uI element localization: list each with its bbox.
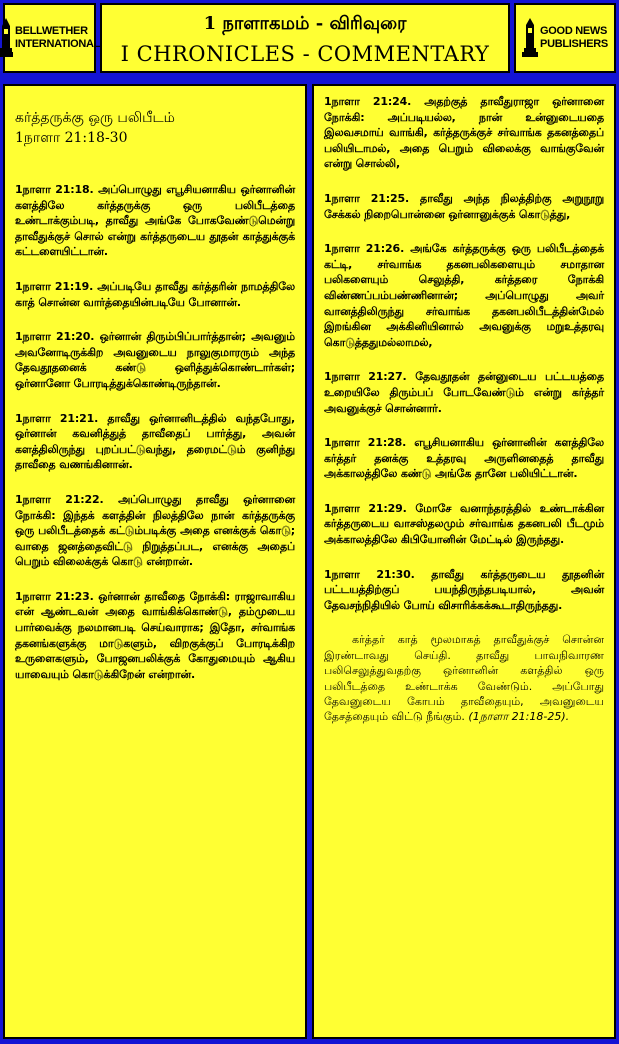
verse-21-24: 1நாளா 21:24. அதற்குத் தாவீதுராஜா ஒர்னானை நோக்கி: அப்படியல்ல, நான் உன்னுடையதை இலவசமாய் வாங்கி, கர்த்தருக்குச் சர்வாங்க தகனத்தைப் பலியிடாமல், அதை பெறும் விலைக்கு வாங்குவேன் என்று சொல்லி, [324,95,604,171]
logo-left-line1: BELLWETHER [14,25,88,37]
section-heading-reference: 1நாளா 21:18-30 [15,130,128,146]
commentary-note-reference: (1நாளா 21:18-25). [468,710,570,724]
verse-21-29: 1நாளா 21:29. மோசே வனாந்தரத்தில் உண்டாக்கின கர்த்தருடைய வாசஸ்தலமும் சர்வாங்க தகனபலி பீடமும் அக்காலத்திலே கிபியோனின் மேட்டில் இருந்தது. [324,501,604,547]
right-column [312,84,616,1039]
verse-21-30: 1நாளா 21:30. தாவீது கர்த்தருடைய தூதனின் பட்டயத்திற்குப் பயந்திருந்தபடியால், அவன் தேவசந்நிதியில் போய் விசாரிக்கக்கூடாதிருந்தது. [324,567,604,612]
verse-21-28: 1நாளா 21:28. எபூசியனாகிய ஒர்னானின் களத்திலே கர்த்தர் தனக்கு உத்தரவு அருளினதைத் தாவீது அக்காலத்திலே கண்டு அங்கே தானே பலியிட்டான். [324,436,604,481]
logo-right-line2: PUBLISHERS [540,38,608,50]
verse-21-18: 1நாளா 21:18. அப்பொழுது எபூசியனாகிய ஒர்னானின் களத்திலே கர்த்தருக்கு ஒரு பலிபீடத்தை உண்டாக்கும்படி, தாவீது அங்கே போகவேண்டுமென்று தாவீதுக்குச் சொல் என்று கர்த்தருடைய தூதன் காத்துக்குக் கட்டளையிட்டான். [15,183,295,259]
bell-tower-icon [0,18,13,58]
verse-21-23: 1நாளா 21:23. ஒர்னான் தாவீதை நோக்கி: ராஜாவாகிய என் ஆண்டவன் அதை வாங்கிக்கொண்டு, தம்முடைய பார்வைக்கு நலமானபடி செய்வாராக; இதோ, சர்வாங்க தகனங்களுக்கு மாடுகளும், விறகுக்குப் போரடிக்கிற உருளைகளும், போஜனபலிக்குக் கோதுமையும் ஆகிய யாவையும் கொடுக்கிறேன் என்றான். [15,589,295,681]
bell-tower-icon [522,18,538,58]
bellwether-logo [3,3,101,73]
commentary-note-text: கர்த்தர் காத் மூலமாகத் தாவீதுக்குச் சொன்ன இரண்டாவது செய்தி. தாவீது பாவநிவாரண பலிசெலுத்துவதற்கு ஒர்னானின் களத்தில் ஒரு பலிபீடத்தை உண்டாக்க வேண்டும். அப்போது தேவனுடைய கோபம் தாவீதையும், அவனுடைய தேசத்தையும் விட்டு நீங்கும். [324,633,604,724]
verse-21-22: 1நாளா 21:22. அப்பொழுது தாவீது ஒர்னானை நோக்கி: இந்தக் களத்தின் நிலத்திலே நான் கர்த்தருக்கு ஒரு பலிபீடத்தைக் கட்டும்படிக்கு அதை எனக்குக் கொடு; வாதை ஜனத்தைவிட்டு நிறுத்தப்பட, எனக்கு அதைப் பெறும் விலைக்குக் கொடு என்றான். [15,492,295,569]
verse-21-26: 1நாளா 21:26. அங்கே கர்த்தருக்கு ஒரு பலிபீடத்தைக் கட்டி, சர்வாங்க தகனபலிகளையும் சமாதான பலிகளையும் செலுத்தி, கர்த்தரை நோக்கி விண்ணப்பம்பண்ணினான்; அப்பொழுது அவர் வானத்திலிருந்து சர்வாங்க தகனபலிபீடத்தின்மேல் இறங்கின அக்கினியினால் அவனுக்கு மறுஉத்தரவு கொடுத்ததுமல்லாமல், [324,242,604,349]
title-banner [100,3,510,73]
title-english: I CHRONICLES - COMMENTARY [120,42,490,66]
logo-left-line2: INTERNATIONAL [14,38,101,50]
verse-21-27: 1நாளா 21:27. தேவதூதன் தன்னுடைய பட்டயத்தை உறையிலே திரும்பப் போடவேண்டும் என்று கர்த்தர் அவனுக்குச் சொன்னார். [324,370,604,415]
verse-21-21: 1நாளா 21:21. தாவீது ஒர்னானிடத்தில் வந்தபோது, ஒர்னான் கவனித்துத் தாவீதைப் பார்த்து, அவன் களத்திலிருந்து புறப்பட்டுவந்து, தரைமட்டும் குனிந்து தாவீதை வணங்கினான். [15,411,295,472]
verse-21-20: 1நாளா 21:20. ஒர்னான் திரும்பிப்பார்த்தான்; அவனும் அவனோடிருக்கிற அவனுடைய நாலுகுமாரரும் அந்த தேவதூதனைக் கண்டு ஒளித்துக்கொண்டார்கள்; ஒர்னானோ போரடித்துக்கொண்டிருந்தான். [15,330,295,390]
logo-right-line1: GOOD NEWS [540,25,608,37]
verse-21-25: 1நாளா 21:25. தாவீது அந்த நிலத்திற்கு அறுநூறு சேக்கல் நிறைபொன்னை ஒர்னானுக்குக் கொடுத்து, [324,191,604,221]
commentary-note [324,632,604,724]
left-column [3,84,307,1039]
verse-21-19: 1நாளா 21:19. அப்படியே தாவீது கர்த்தரின் நாமத்திலே காத் சொன்ன வார்த்தையின்படியே போனான். [15,279,295,309]
section-heading [15,108,295,148]
title-tamil: 1 நாளாகமம் - விரிவுரை [203,13,407,34]
section-heading-title: கர்த்தருக்கு ஒரு பலிபீடம் [15,110,175,126]
good-news-logo [514,3,616,73]
